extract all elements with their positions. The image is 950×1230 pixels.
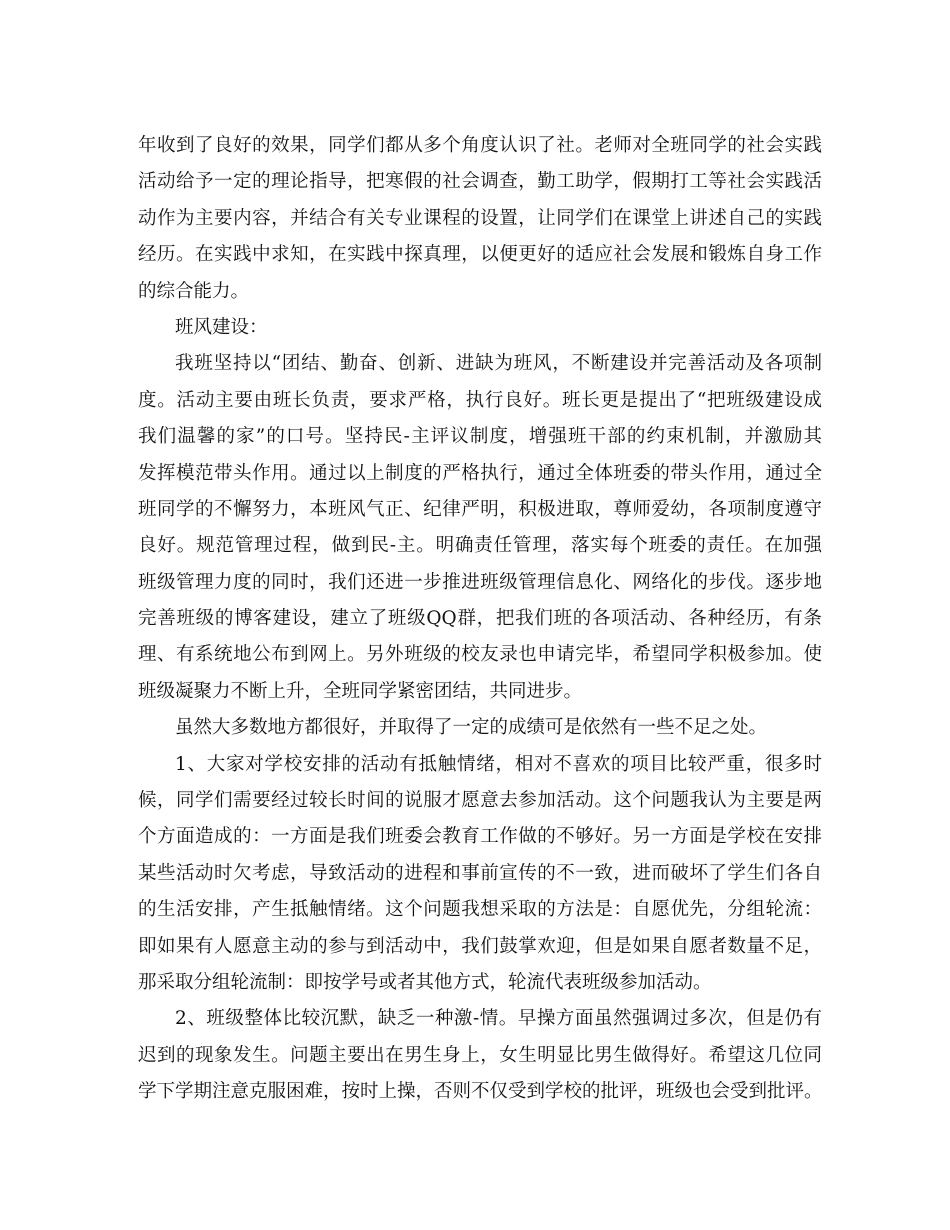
text-line: 班同学的不懈努力，本班风气正、纪律严明，积极进取，尊师爱幼，各项制度遵守 — [138, 498, 822, 520]
document-body — [138, 128, 822, 1111]
text-line: 即如果有人愿意主动的参与到活动中，我们鼓掌欢迎，但是如果自愿者数量不足， — [138, 935, 822, 957]
text-line: 年收到了良好的效果，同学们都从多个角度认识了社。老师对全班同学的社会实践 — [138, 135, 822, 156]
paragraph — [138, 128, 822, 310]
paragraph — [138, 346, 822, 710]
paragraph — [138, 1001, 822, 1110]
text-line: 虽然大多数地方都很好，并取得了一定的成绩可是依然有一些不足之处。 — [175, 717, 768, 739]
text-line: 迟到的现象发生。问题主要出在男生身上，女生明显比男生做得好。希望这几位同 — [138, 1044, 822, 1066]
text-line: 活动给予一定的理论指导，把寒假的社会调查，勤工助学，假期打工等社会实践活 — [138, 171, 822, 193]
paragraph — [138, 710, 822, 746]
paragraph — [138, 747, 822, 1002]
text-line: 我们温馨的家”的口号。坚持民-主评议制度，增强班干部的约束机制，并激励其 — [138, 426, 822, 448]
text-line: 的综合能力。 — [138, 280, 250, 302]
text-line: 候，同学们需要经过较长时间的说服才愿意去参加活动。这个问题我认为主要是两 — [138, 790, 822, 812]
text-line: 的生活安排，产生抵触情绪。这个问题我想采取的方法是：自愿优先，分组轮流： — [138, 899, 822, 921]
text-line: 班风建设： — [175, 316, 268, 338]
text-line: 学下学期注意克服困难，按时上操，否则不仅受到学校的批评，班级也会受到批评。 — [138, 1081, 823, 1103]
text-line: 动作为主要内容，并结合有关专业课程的设置，让同学们在课堂上讲述自己的实践 — [138, 207, 822, 229]
text-line: 完善班级的博客建设，建立了班级QQ群，把我们班的各项活动、各种经历，有条 — [138, 608, 822, 630]
text-line: 班级管理力度的同时，我们还进一步推进班级管理信息化、网络化的步伐。逐步地 — [138, 571, 822, 593]
text-line: 度。活动主要由班长负责，要求严格，执行良好。班长更是提出了“把班级建设成 — [138, 389, 822, 411]
text-line: 某些活动时欠考虑，导致活动的进程和事前宣传的不一致，进而破坏了学生们各自 — [138, 862, 822, 884]
text-line: 经历。在实践中求知，在实践中探真理，以便更好的适应社会发展和锻炼自身工作 — [138, 244, 822, 266]
text-line: 班级凝聚力不断上升，全班同学紧密团结，共同进步。 — [138, 680, 583, 702]
text-line: 理、有系统地公布到网上。另外班级的校友录也申请完毕，希望同学积极参加。使 — [138, 644, 822, 666]
text-line: 良好。规范管理过程，做到民-主。明确责任管理，落实每个班委的责任。在加强 — [138, 535, 822, 557]
paragraph — [138, 310, 822, 346]
text-line: 我班坚持以“团结、勤奋、创新、进缺为班风，不断建设并完善活动及各项制 — [175, 353, 822, 375]
text-line: 个方面造成的：一方面是我们班委会教育工作做的不够好。另一方面是学校在安排 — [138, 826, 822, 848]
text-line: 2、班级整体比较沉默，缺乏一种激-情。早操方面虽然强调过多次，但是仍有 — [175, 1008, 822, 1030]
text-line: 发挥模范带头作用。通过以上制度的严格执行，通过全体班委的带头作用，通过全 — [138, 462, 822, 484]
text-line: 1、大家对学校安排的活动有抵触情绪，相对不喜欢的项目比较严重，很多时 — [175, 753, 822, 775]
text-line: 那采取分组轮流制：即按学号或者其他方式，轮流代表班级参加活动。 — [138, 971, 712, 993]
